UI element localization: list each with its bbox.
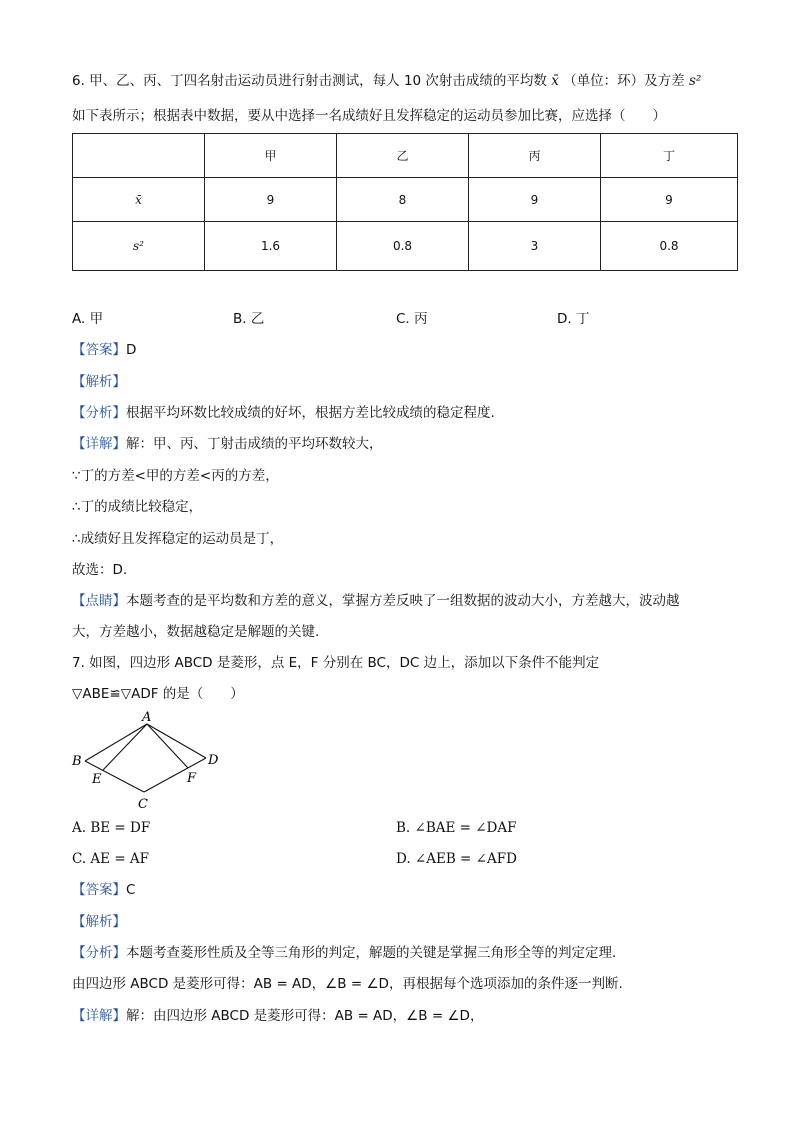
table-header-cell: 甲 [205,134,337,178]
table-header-row [73,134,738,178]
q6-xiangjie: 【详解】解：甲、丙、丁射击成绩的平均环数较大， [72,436,383,452]
mean-symbol: x̄ [551,73,559,89]
q6-stem-line2: 如下表所示；根据表中数据，要从中选择一名成绩好且发挥稳定的运动员参加比赛，应选择（ ） [72,108,666,124]
q6-fenxi: 【分析】根据平均环数比较成绩的好坏，根据方差比较成绩的稳定程度. [72,405,495,421]
table-header-cell: 乙 [337,134,469,178]
segment-ae [103,724,147,770]
stats-table [72,133,738,271]
q6-step1: ∵丁的方差<甲的方差<丙的方差， [72,468,279,484]
edge-cd [144,758,206,792]
q6-step2: ∴丁的成绩比较稳定， [72,499,203,515]
q6-step4: 故选：D. [72,562,128,578]
table-cell: s² [73,222,205,271]
label-d: D [208,753,219,768]
q7-answer: 【答案】C [72,882,136,898]
table-cell: 8 [337,178,469,222]
table-cell: 0.8 [601,222,738,271]
table-cell: x̄ [73,178,205,222]
table-header-cell: 丙 [469,134,601,178]
q7-option-a: A. BE = DF [72,820,151,836]
q6-dianjing-line1: 【点睛】本题考查的是平均数和方差的意义，掌握方差反映了一组数据的波动大小，方差越大，波动越 [72,593,680,609]
q7-fenxi-line2: 由四边形 ABCD 是菱形可得：AB = AD，∠B = ∠D，再根据每个选项添加的条件逐一判断. [72,976,623,992]
label-e: E [92,772,102,787]
q6-answer: 【答案】D [72,342,137,358]
q6-option-b: B. 乙 [233,311,265,327]
table-cell: 0.8 [337,222,469,271]
table-cell: 9 [469,178,601,222]
label-c: C [138,797,148,812]
label-a: A [142,710,152,725]
q7-option-d: D. ∠AEB = ∠AFD [396,851,517,867]
q6-dianjing-line2: 大，方差越小，数据越稳定是解题的关键. [72,624,320,640]
edge-da [147,724,206,758]
q6-stem-line1: 6. 甲、乙、丙、丁四名射击运动员进行射击测试，每人 10 次射击成绩的平均数 x̄ （单位：环）及方差 s² [72,73,702,89]
q6-analysis-label: 【解析】 [72,374,126,390]
table-cell: 9 [601,178,738,222]
q6-option-a: A. 甲 [72,311,104,327]
table-header-cell: 丁 [601,134,738,178]
q7-stem-line1: 7. 如图，四边形 ABCD 是菱形，点 E，F 分别在 BC，DC 边上，添加以下条件不能判定 [72,655,600,671]
q7-option-b: B. ∠BAE = ∠DAF [396,820,517,836]
label-b: B [72,754,82,769]
q6-option-c: C. 丙 [396,311,428,327]
rhombus-figure [70,708,230,812]
table-row-variance [73,222,738,271]
q7-xiangjie: 【详解】解：由四边形 ABCD 是菱形可得：AB = AD，∠B = ∠D， [72,1008,484,1024]
variance-symbol: s² [688,73,702,89]
edge-ab [85,724,147,761]
table-cell: 9 [205,178,337,222]
label-f: F [187,771,197,786]
table-cell: 3 [469,222,601,271]
table-row-mean [73,178,738,222]
segment-af [147,724,188,768]
q7-option-c: C. AE = AF [72,851,150,867]
q7-analysis-label: 【解析】 [72,914,126,930]
q7-stem-line2: ▽ABE≌▽ADF 的是（ ） [72,686,244,702]
q6-option-d: D. 丁 [557,311,590,327]
table-header-cell [73,134,205,178]
q7-fenxi: 【分析】本题考查菱形性质及全等三角形的判定，解题的关键是掌握三角形全等的判定定理. [72,945,617,961]
table-cell: 1.6 [205,222,337,271]
q6-step3: ∴成绩好且发挥稳定的运动员是丁， [72,531,284,547]
